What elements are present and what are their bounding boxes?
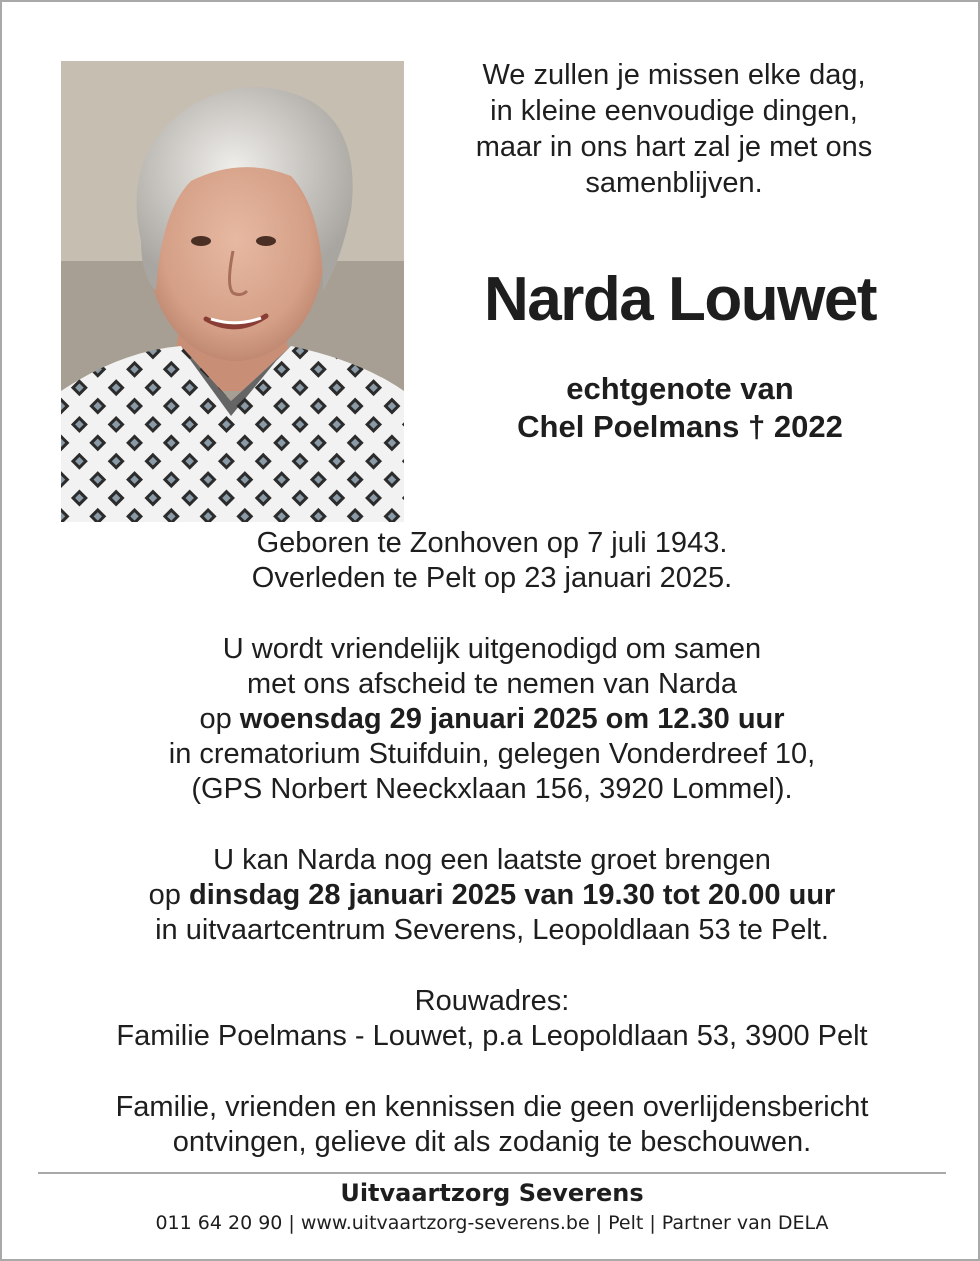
portrait-illustration [61,61,404,522]
poem-line: maar in ons hart zal je met ons [475,131,873,163]
ceremony-datetime [42,702,942,737]
deceased-name: Narda Louwet [484,265,876,334]
notice-line-2: ontvingen, gelieve dit als zodanig te beschouwen. [172,1126,812,1158]
mourning-address-label: Rouwadres: [414,985,570,1017]
visitation-line-1: U kan Narda nog een laatste groet brengen [213,844,771,876]
memorial-poem [432,57,916,201]
poem-line: We zullen je missen elke dag, [482,59,866,91]
visitation-prefix: op [148,879,189,911]
poem-line: in kleine eenvoudige dingen, [490,95,858,127]
ceremony-gps: (GPS Norbert Neeckxlaan 156, 3920 Lommel). [191,773,793,805]
funeral-company-contact: 011 64 20 90 | www.uitvaartzorg-severens.be | Pelt | Partner van DELA [155,1212,829,1234]
birth-line: Geboren te Zonhoven op 7 juli 1943. [256,527,728,559]
funeral-company-name: Uitvaartzorg Severens [340,1179,644,1207]
ceremony-prefix: op [199,703,240,735]
ceremony-when: woensdag 29 januari 2025 om 12.30 uur [239,703,785,735]
footer-divider [38,1172,946,1174]
ceremony-invite-line-2: met ons afscheid te nemen van Narda [246,668,738,700]
spouse-label: echtgenote van [566,371,794,406]
poem-line: samenblijven. [585,167,763,199]
portrait-photo [61,61,404,522]
spouse-name: Chel Poelmans † 2022 [517,409,843,444]
death-line: Overleden te Pelt op 23 januari 2025. [251,562,733,594]
visitation-location: in uitvaartcentrum Severens, Leopoldlaan 53 te Pelt. [155,914,829,946]
visitation-datetime [42,878,942,913]
ceremony-invite-line-1: U wordt vriendelijk uitgenodigd om samen [222,633,762,665]
spouse-info [432,370,928,446]
ceremony-location: in crematorium Stuifduin, gelegen Vonderdreef 10, [168,738,816,770]
notice-line-1: Familie, vrienden en kennissen die geen overlijdensbericht [115,1091,869,1123]
visitation-when: dinsdag 28 januari 2025 van 19.30 tot 20.00 uur [188,879,836,911]
mourning-address: Familie Poelmans - Louwet, p.a Leopoldlaan 53, 3900 Pelt [116,1020,868,1052]
notice-body [42,526,942,1160]
